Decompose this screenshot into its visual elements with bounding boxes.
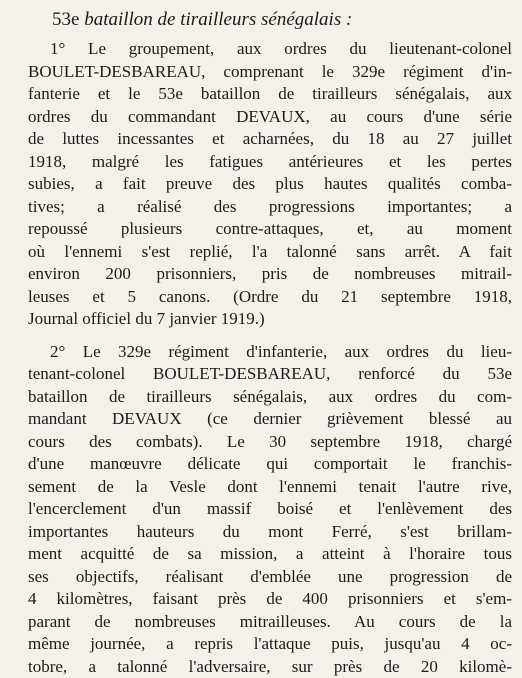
text-line: importantes hauteurs du mont Ferré, s'est brillam-	[28, 521, 512, 544]
text-line: subies, a fait preuve des plus hautes qualités comba-	[28, 173, 512, 196]
paragraph-2	[28, 341, 512, 678]
text-line: tives; a réalisé des progressions importantes; a	[28, 196, 512, 219]
text-line: parant de nombreuses mitrailleuses. Au cours de la	[28, 611, 512, 634]
text-line: de luttes incessantes et acharnées, du 18 au 27 juillet	[28, 128, 512, 151]
heading-number: 53e	[52, 9, 79, 30]
heading-text: bataillon de tirailleurs sénégalais :	[84, 9, 352, 30]
text-line: ordres du commandant DEVAUX, au cours d'une série	[28, 106, 512, 129]
text-line: tenant-colonel BOULET-DESBAREAU, renforcé du 53e	[28, 363, 512, 386]
text-line: même journée, a repris l'attaque puis, jusqu'au 4 oc-	[28, 633, 512, 656]
text-line: 1° Le groupement, aux ordres du lieutenant-colonel	[28, 38, 512, 61]
text-line: leuses et 5 canons. (Ordre du 21 septembre 1918,	[28, 286, 512, 309]
text-line: Journal officiel du 7 janvier 1919.)	[28, 308, 512, 331]
text-line: ses objectifs, réalisant d'emblée une progression de	[28, 566, 512, 589]
text-line: BOULET-DESBAREAU, comprenant le 329e régiment d'in-	[28, 61, 512, 84]
text-line: ment acquitté de sa mission, a atteint à l'horaire tous	[28, 543, 512, 566]
text-line: d'une manœuvre délicate qui comportait le franchis-	[28, 453, 512, 476]
text-line: tobre, a talonné l'adversaire, sur près de 20 kilomè-	[28, 656, 512, 678]
text-line: 2° Le 329e régiment d'infanterie, aux ordres du lieu-	[28, 341, 512, 364]
text-line: 4 kilomètres, faisant près de 400 prisonniers et s'em-	[28, 588, 512, 611]
text-line: cours des combats). Le 30 septembre 1918, chargé	[28, 431, 512, 454]
text-line: où l'ennemi s'est replié, l'a talonné sans arrêt. A fait	[28, 241, 512, 264]
text-line: 1918, malgré les fatigues antérieures et les pertes	[28, 151, 512, 174]
text-line: environ 200 prisonniers, pris de nombreuses mitrail-	[28, 263, 512, 286]
text-line: l'encerclement d'un massif boisé et l'enlèvement des	[28, 498, 512, 521]
text-line: fanterie et le 53e bataillon de tirailleurs sénégalais, aux	[28, 83, 512, 106]
text-line: sement de la Vesle dont l'ennemi tenait l'autre rive,	[28, 476, 512, 499]
paragraph-1	[28, 38, 512, 331]
section-heading	[52, 8, 512, 32]
text-line: bataillon de tirailleurs sénégalais, aux ordres du com-	[28, 386, 512, 409]
text-line: repoussé plusieurs contre-attaques, et, au moment	[28, 218, 512, 241]
text-line: mandant DEVAUX (ce dernier grièvement blessé au	[28, 408, 512, 431]
